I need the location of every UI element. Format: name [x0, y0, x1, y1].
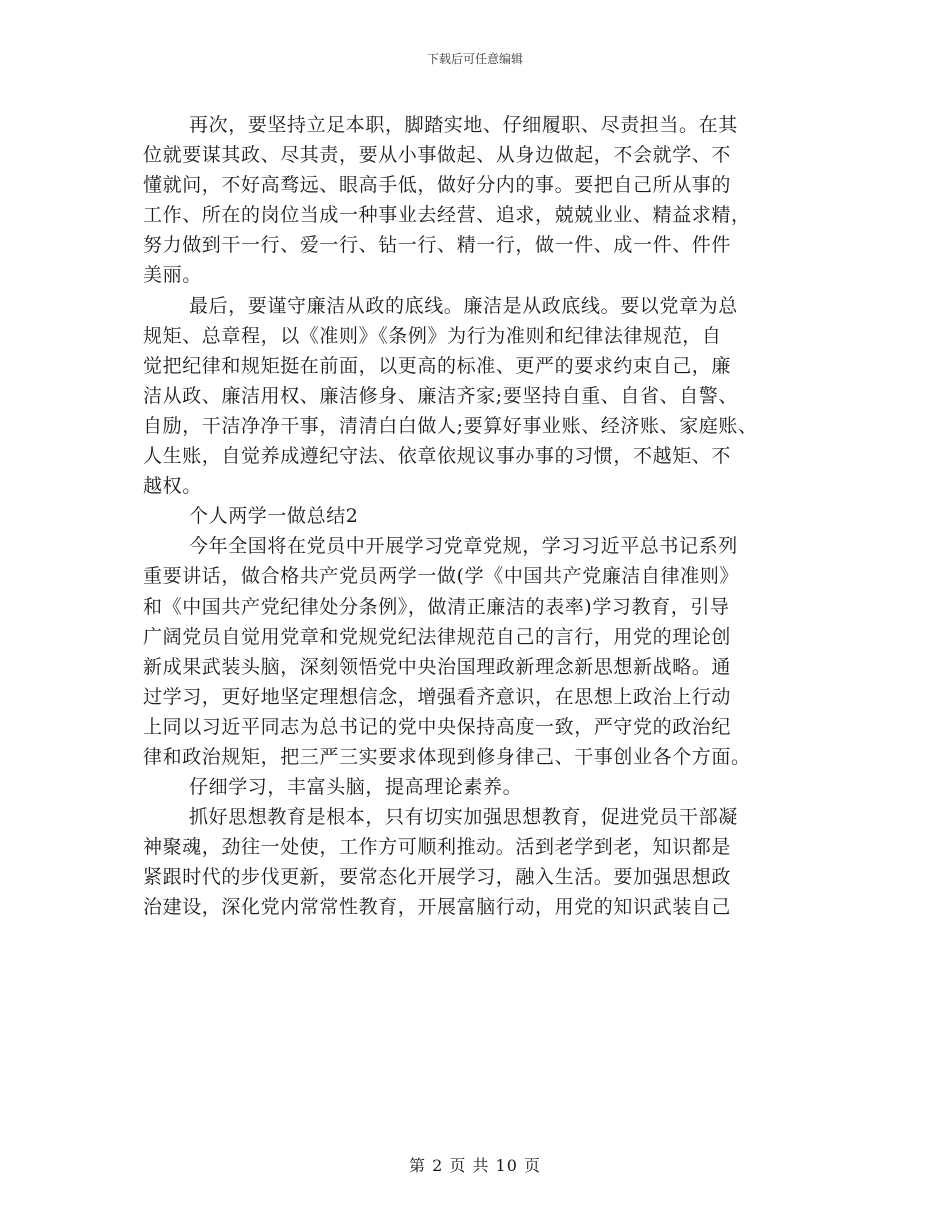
page-footer: 第 2 页 共 10 页 [409, 1156, 541, 1175]
text-line: 和《中国共产党纪律处分条例》，做清正廉洁的表率)学习教育，引导 [143, 595, 730, 618]
text-line: 自励，干洁净净干事，清清白白做人;要算好事业账、经济账、家庭账、 [143, 414, 758, 437]
text-line: 重要讲话，做合格共产党员两学一做(学《中国共产党廉洁自律准则》 [143, 565, 740, 588]
text-line: 新成果武装头脑，深刻领悟党中央治国理政新理念新思想新战略。通 [143, 655, 732, 678]
document-body [143, 110, 823, 923]
text-line: 抓好思想教育是根本，只有切实加强思想教育，促进党员干部凝 [189, 806, 738, 829]
text-line: 最后，要谨守廉洁从政的底线。廉洁是从政底线。要以党章为总 [189, 294, 738, 317]
section-heading: 个人两学一做总结2 [189, 505, 359, 528]
text-line: 人生账，自觉养成遵纪守法、依章依规议事办事的习惯，不越矩、不 [143, 445, 732, 468]
text-line: 工作、所在的岗位当成一种事业去经营、追求，兢兢业业、精益求精， [143, 204, 751, 227]
text-line: 努力做到干一行、爱一行、钻一行、精一行，做一件、成一件、件件 [143, 234, 732, 257]
page-header: 下载后可任意编辑 [426, 52, 523, 66]
text-line: 洁从政、廉洁用权、廉洁修身、廉洁齐家;要坚持自重、自省、自警、 [143, 384, 739, 407]
text-line: 越权。 [143, 475, 202, 498]
text-line: 今年全国将在党员中开展学习党章党规，学习习近平总书记系列 [189, 535, 738, 558]
text-line: 懂就问，不好高骛远、眼高手低，做好分内的事。要把自己所从事的 [143, 174, 732, 197]
text-line: 律和政治规矩，把三严三实要求体现到修身律己、干事创业各个方面。 [143, 745, 751, 768]
text-line: 治建设，深化党内常常性教育，开展富脑行动，用党的知识武装自己 [143, 896, 732, 919]
text-line: 紧跟时代的步伐更新，要常态化开展学习，融入生活。要加强思想政 [143, 866, 732, 889]
text-line: 广阔党员自觉用党章和党规党纪法律规范自己的言行，用党的理论创 [143, 625, 732, 648]
text-line: 神聚魂，劲往一处使，工作方可顺利推动。活到老学到老，知识都是 [143, 836, 732, 859]
text-line: 美丽。 [143, 264, 202, 287]
text-line: 觉把纪律和规矩挺在前面，以更高的标准、更严的要求约束自己，廉 [143, 354, 732, 377]
text-line: 过学习，更好地坚定理想信念，增强看齐意识，在思想上政治上行动 [143, 685, 732, 708]
text-line: 规矩、总章程，以《准则》《条例》为行为准则和纪律法律规范，自 [143, 324, 722, 347]
text-line: 位就要谋其政、尽其责，要从小事做起、从身边做起，不会就学、不 [143, 144, 732, 167]
subheading-line: 仔细学习，丰富头脑，提高理论素养。 [189, 776, 523, 799]
text-line: 再次，要坚持立足本职，脚踏实地、仔细履职、尽责担当。在其 [189, 114, 738, 136]
text-line: 上同以习近平同志为总书记的党中央保持高度一致，严守党的政治纪 [143, 715, 732, 738]
